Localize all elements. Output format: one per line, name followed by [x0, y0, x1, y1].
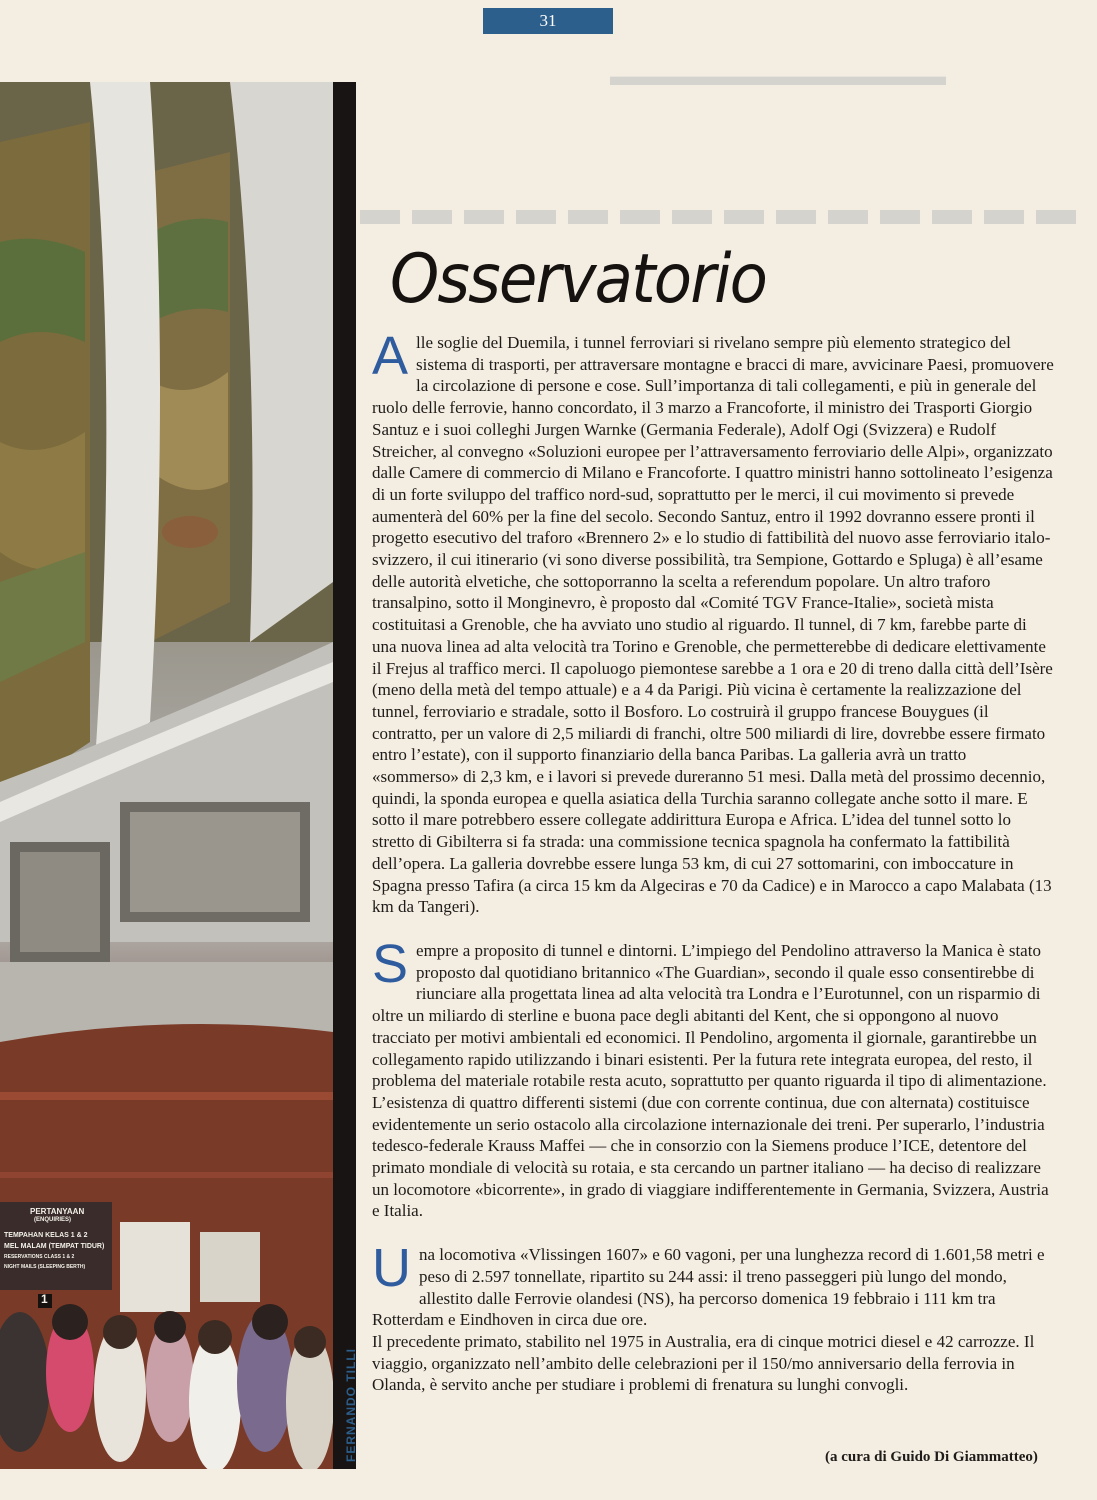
- sign-line-5: RESERVATIONS CLASS 1 & 2: [4, 1254, 75, 1260]
- article-title: Osservatorio: [390, 240, 767, 319]
- paragraph-text-continued: L’esistenza di quattro differenti sistemi (due con corrente continua, due con alternata) costituisce evidentemente un serio ostacolo alla circolazione internazionale dei treni. Per superarlo, l’industria tedesco-federale Krauss Maffei — che in consorzio con la Siemens produce l’ICE, detentore del primato mondiale di velocità su rotaia, e sta cercando un partner italiano — ha deciso di realizzare un locomotore «bicorrente», in grado di viaggiare indifferentemente in Germania, Svizzera, Austria e Italia.: [372, 1092, 1049, 1221]
- photo-credit: FERNANDO TILLI: [344, 1348, 358, 1462]
- paragraph-text: na locomotiva «Vlissingen 1607» e 60 vagoni, per una lunghezza record di 1.601,58 metri e peso di 2.597 tonnellate, ripartito su 244 assi: il treno passeggeri più lungo del mondo, allestito dalle Ferrovie olandesi (NS), ha percorso domenica 19 febbraio i 111 km tra Rotterdam e Eindhoven in circa due ore.: [372, 1245, 1045, 1330]
- sign-line-2: (ENQUIRIES): [34, 1217, 72, 1223]
- paragraph-text-continued: Il precedente primato, stabilito nel 1975 in Australia, era di cinque motrici diesel e 42 carrozze. Il viaggio, organizzato nell’ambito delle celebrazioni per il 150/mo anniversario della ferrovia in Olanda, è servito anche per studiare i problemi di frenatura su lunghi convogli.: [372, 1331, 1035, 1395]
- article-paragraph-2: [372, 933, 1054, 1222]
- sign-line-6: NIGHT MAILS (SLEEPING BERTH): [4, 1264, 86, 1270]
- showthrough-text-1: ▬▬▬▬▬▬▬▬▬▬▬▬: [610, 60, 946, 91]
- paragraph-text: empre a proposito di tunnel e dintorni. L’impiego del Pendolino attraverso la Manica è stato proposto dal quotidiano britannico «The Guardian», secondo il quale esso consentirebbe di riunciare alla progettata linea ad alta velocità tra Londra e l’Eurotunnel, con un risparmio di oltre un miliardo di sterline e buona pace degli abitanti del Kent, che si oppongono al nuovo tracciato per motivi ambientali ed economici. Il Pendolino, argomenta il giornale, garantirebbe un collegamento rapido utilizzando i binari esistenti. Per la futura rete integrata europea, del resto, il problema del materiale rotabile resta acuto, soprattutto per quanto riguarda il tipo di alimentazione.: [372, 940, 1047, 1091]
- sign-line-1: PERTANYAAN: [30, 1207, 85, 1216]
- byline: (a cura di Guido Di Giammatteo): [825, 1449, 1038, 1465]
- dropcap-u: U: [372, 1238, 411, 1299]
- sign-line-4: MEL MALAM (TEMPAT TIDUR): [4, 1243, 105, 1250]
- photo-border-rule: [333, 82, 356, 1469]
- dropcap-a: A: [372, 326, 409, 386]
- sign-line-3: TEMPAHAN KELAS 1 & 2: [4, 1232, 88, 1239]
- dropcap-s: S: [372, 933, 409, 994]
- photo-station-hall: [0, 82, 333, 1469]
- showthrough-band: [360, 210, 1080, 224]
- paragraph-text: lle soglie del Duemila, i tunnel ferroviari si rivelano sempre più elemento strategico del sistema di trasporti, per attraversare montagne e bracci di mare, avvicinare Paesi, promuovere la circolazione di persone e cose. Sull’importanza di tali collegamenti, e più in generale del ruolo delle ferrovie, hanno concordato, il 3 marzo a Francoforte, il ministro dei Trasporti Giorgio Santuz e i suoi colleghi Jurgen Warnke (Germania Federale), Adolf Ogi (Svizzera) e Rudolf Streicher, al convegno «Soluzioni europee per l’attraversamento ferroviario delle Alpi», organizzato dalle Camere di commercio di Milano e Francoforte. I quattro ministri hanno sottolineato l’esigenza di un forte sviluppo del traffico nord-sud, soprattutto per le merci, il cui movimento si prevede aumenterà del 60% per la fine del secolo. Secondo Santuz, entro il 1992 dovranno essere pronti il progetto esecutivo del traforo «Brennero 2» e lo studio di fattibilità del nuovo asse ferroviario italo-svizzero, il cui itinerario (vi sono diverse possibilità, tra Sempione, Gottardo e Spluga) è all’esame delle autorità elvetiche, che sottoporranno la scelta a referendum popolare. Un altro traforo transalpino, sotto il Monginevro, è proposto dal «Comité TGV France-Italie», società mista costituitasi a Grenoble, che ha avviato uno studio al riguardo. Il tunnel, di 7 km, farebbe parte di una nuova linea ad alta velocità tra Torino e Grenoble, che permetterebbe di dedicare elettivamente il Frejus al traffico merci. Il capoluogo piemontese sarebbe a 1 ora e 20 di treno dalla città dell’Isère (meno della metà del tempo attuale) e a 4 da Parigi. Più vicina è certamente la realizzazione del tunnel, ferroviario e stradale, sotto il Bosforo. Lo costruirà il gruppo francese Bouygues (il contratto, per un valore di 2,5 miliardi di franchi, oltre 500 miliardi di lire, dovrebbe essere firmato entro l’estate), con il supporto finanziario della banca Paribas. La galleria avrà un tratto «sommerso» di 2,3 km, e i lavori si prevede dureranno 51 mesi. Dalla metà del prossimo decennio, quindi, la sponda europea e quella asiatica della Turchia saranno collegate anche sotto il mare. E sotto il mare potrebbero essere collegate addirittura Europa e Africa. L’idea del tunnel sotto lo stretto di Gibilterra si fa strada: una commissione tecnica spagnola ha confermato la fattibilità dell’opera. La galleria dovrebbe essere lunga 53 km, di cui 27 sottomarini, con imboccature in Spagna presso Tafira (a circa 15 km da Algeciras e 70 da Cadice) e in Marocco a capo Malabata (13 km da Tangeri).: [372, 333, 1054, 917]
- page-number: 31: [483, 8, 613, 34]
- photo-illustration: [0, 82, 333, 1469]
- article-paragraph-1: [372, 326, 1054, 918]
- article-paragraph-3: [372, 1238, 1054, 1396]
- sign-number: 1: [41, 1292, 48, 1306]
- article-body: [372, 326, 1054, 1418]
